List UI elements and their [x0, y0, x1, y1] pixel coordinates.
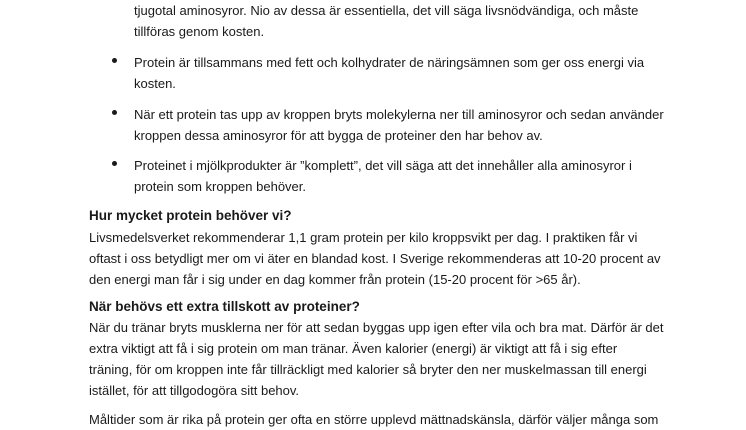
bullet-dot-icon	[112, 110, 117, 115]
section-heading: Hur mycket protein behöver vi?	[89, 208, 292, 223]
section-paragraph	[89, 409, 689, 430]
text-line: den energi man får i sig under en dag kommer från protein (15-20 procent för >65 år).	[89, 272, 581, 287]
text-line: tillföras genom kosten.	[134, 24, 265, 39]
bullet-text	[134, 155, 674, 197]
text-line: kosten.	[134, 76, 176, 91]
text-line: träning, för om kroppen inte får tillräckligt med kalorier så bryter den ner muskelmassan till energi	[89, 362, 647, 377]
text-line: istället, för att tillgodogöra sitt behov.	[89, 383, 300, 398]
bullet-dot-icon	[112, 58, 117, 63]
bullet-text	[134, 0, 674, 42]
section-paragraph	[89, 227, 689, 290]
text-line: kroppen dessa aminosyror för att bygga de proteiner den har behov av.	[134, 128, 543, 143]
text-line: extra viktigt att få i sig protein om man tränar. Även kalorier (energi) är viktigt att få i sig efter	[89, 341, 618, 356]
text-line: protein som kroppen behöver.	[134, 179, 306, 194]
text-line: Livsmedelsverket rekommenderar 1,1 gram protein per kilo kroppsvikt per dag. I praktiken får vi	[89, 230, 638, 245]
bullet-text	[134, 104, 674, 146]
text-line: När ett protein tas upp av kroppen bryts molekylerna ner till aminosyror och sedan använder	[134, 107, 664, 122]
text-line: tjugotal aminosyror. Nio av dessa är essentiella, det vill säga livsnödvändiga, och måste	[134, 3, 639, 18]
text-line: Måltider som är rika på protein ger ofta en större upplevd mättnadskänsla, därför väljer många som	[89, 412, 659, 427]
text-line: oftast i oss betydligt mer om vi äter en blandad kost. I Sverige rekommenderas att 10-20 procent av	[89, 251, 661, 266]
text-line: Protein är tillsammans med fett och kolhydrater de näringsämnen som ger oss energi via	[134, 55, 645, 70]
bullet-dot-icon	[112, 161, 117, 166]
section-heading: När behövs ett extra tillskott av proteiner?	[89, 299, 360, 314]
text-line: Proteinet i mjölkprodukter är ”komplett”, det vill säga att det innehåller alla aminosyror i	[134, 158, 632, 173]
section-paragraph	[89, 317, 689, 401]
bullet-text	[134, 52, 674, 94]
text-line: När du tränar bryts musklerna ner för att sedan byggas upp igen efter vila och bra mat. Därför är det	[89, 320, 664, 335]
